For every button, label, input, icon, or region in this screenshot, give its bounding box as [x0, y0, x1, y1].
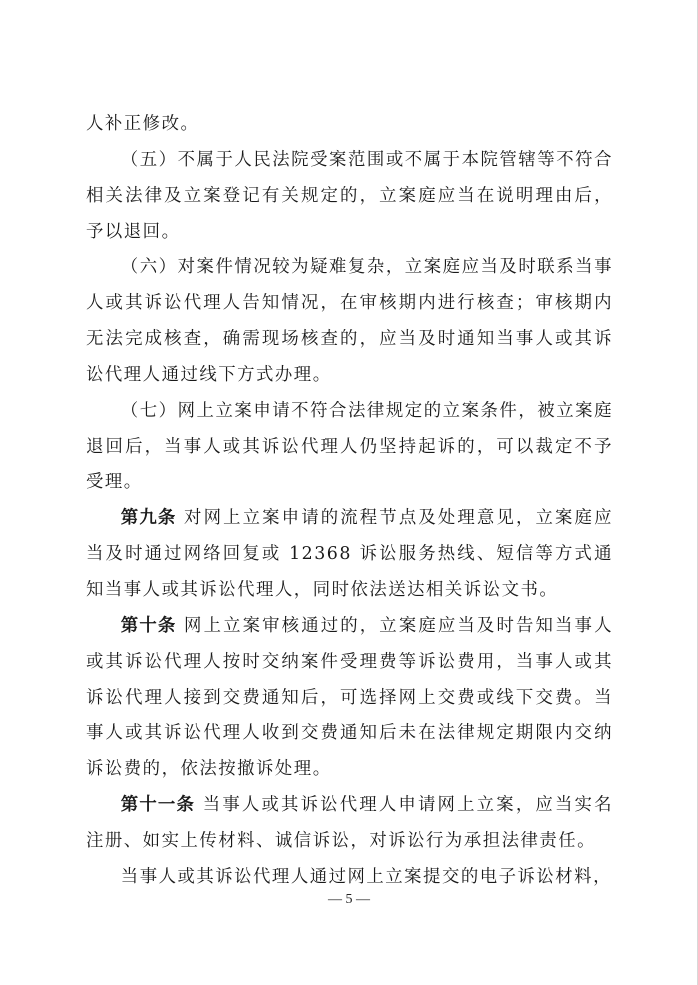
- paragraph-text: 人补正修改。: [86, 114, 200, 134]
- paragraph: [86, 143, 613, 251]
- article-paragraph: [86, 609, 613, 788]
- page-number: — 5 —: [328, 892, 370, 907]
- article-number: 第十条: [120, 615, 177, 636]
- article-number: 第十一条: [120, 795, 196, 816]
- article-paragraph: [86, 788, 613, 860]
- paragraph-text: （七）网上立案申请不符合法律规定的立案条件，被立案庭退回后，当事人或其诉讼代理人仍坚持起诉的，可以裁定不予受理。: [86, 400, 613, 493]
- paragraph: [86, 394, 613, 502]
- article-number: 第九条: [120, 508, 177, 529]
- paragraph-text: （五）不属于人民法院受案范围或不属于本院管辖等不符合相关法律及立案登记有关规定的，立案庭应当在说明理由后，予以退回。: [86, 149, 613, 242]
- paragraph-text: （六）对案件情况较为疑难复杂，立案庭应当及时联系当事人或其诉讼代理人告知情况，在审核期内进行核查；审核期内无法完成核查，确需现场核查的，应当及时通知当事人或其诉讼代理人通过线下方式办理。: [86, 257, 613, 385]
- paragraph-text: 当事人或其诉讼代理人通过网上立案提交的电子诉讼材料，: [120, 866, 612, 887]
- paragraph: [86, 860, 613, 896]
- paragraph-text: 网上立案审核通过的，立案庭应当及时告知当事人或其诉讼代理人按时交纳案件受理费等诉讼费用，当事人或其诉讼代理人接到交费通知后，可选择网上交费或线下交费。当事人或其诉讼代理人收到交费通知后未在法律规定期限内交纳诉讼费的，依法按撤诉处理。: [86, 615, 613, 780]
- paragraph: [86, 107, 613, 143]
- article-paragraph: [86, 501, 613, 609]
- body-text: [86, 107, 613, 896]
- paragraph-text: 对网上立案申请的流程节点及处理意见，立案庭应当及时通过网络回复或 12368 诉讼服务热线、短信等方式通知当事人或其诉讼代理人，同时依法送达相关诉讼文书。: [86, 508, 613, 600]
- paragraph: [86, 250, 613, 393]
- paragraph-text: 当事人或其诉讼代理人申请网上立案，应当实名注册、如实上传材料、诚信诉讼，对诉讼行为承担法律责任。: [86, 795, 613, 851]
